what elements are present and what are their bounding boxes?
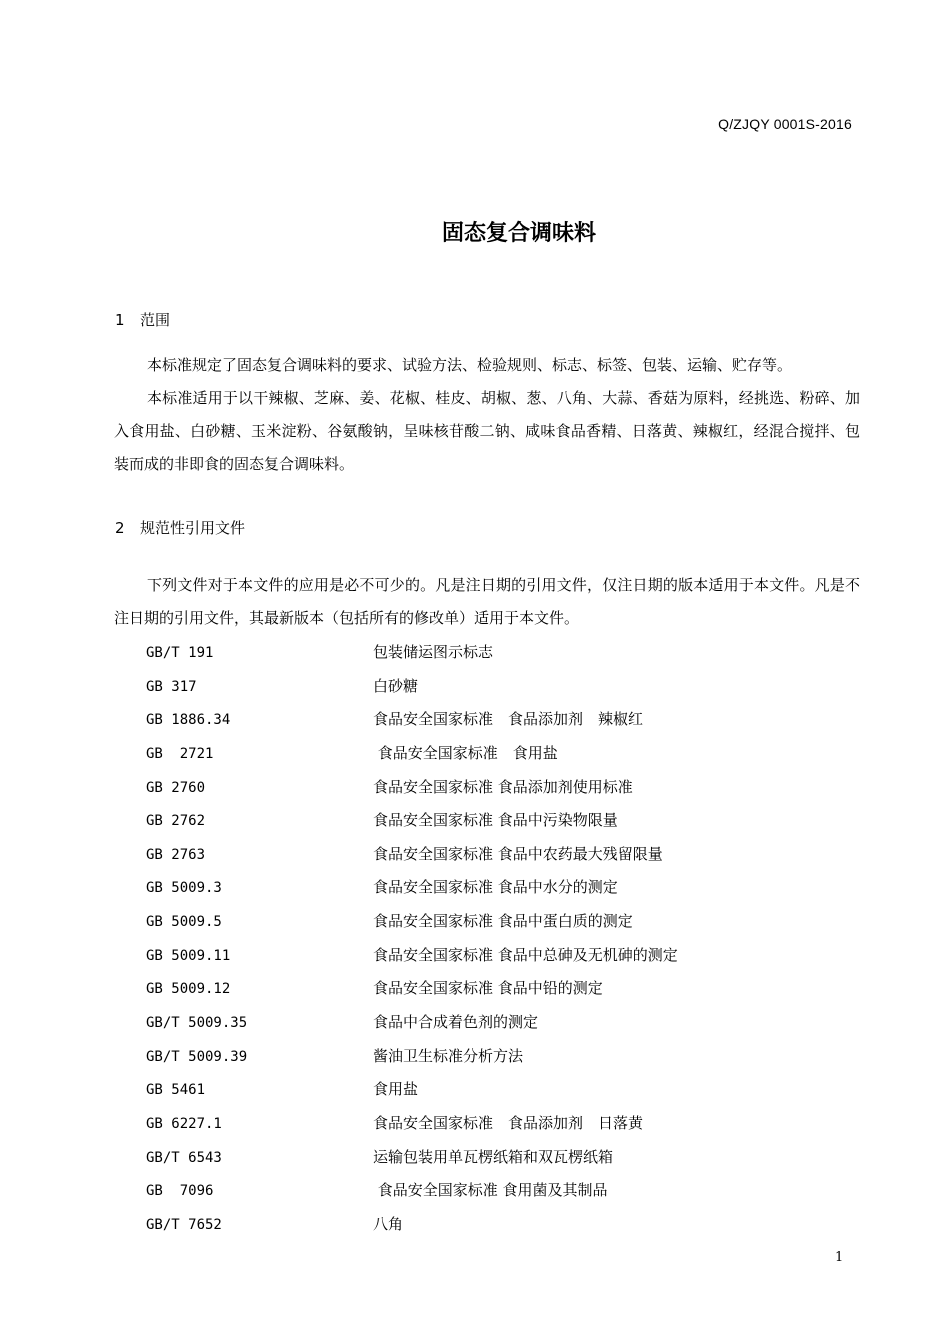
reference-item: [146, 703, 678, 737]
reference-code: GB/T 7652: [146, 1216, 222, 1233]
reference-item: [146, 1141, 678, 1175]
reference-code: GB 2760: [146, 779, 206, 796]
reference-title: 酱油卫生标准分析方法: [373, 1046, 524, 1065]
reference-title: 食品安全国家标准 食品添加剂 日落黄: [373, 1113, 644, 1132]
reference-code: GB 5009.5: [146, 914, 222, 931]
reference-code: GB/T 191: [146, 645, 214, 661]
reference-title: 食品中合成着色剂的测定: [373, 1013, 539, 1032]
reference-title: 食品安全国家标准 食品中农药最大残留限量: [373, 844, 663, 863]
reference-item: [146, 972, 678, 1006]
reference-title: 食品安全国家标准 食品中污染物限量: [373, 811, 618, 830]
scope-paragraph: 本标准适用于以干辣椒、芝麻、姜、花椒、桂皮、胡椒、葱、八角、大蒜、香菇为原料，经挑选、粉碎、加入食用盐、白砂糖、玉米淀粉、谷氨酸钠，呈味核苷酸二钠、咸味食品香精、日落黄、辣椒红，经混合搅拌、包装而成的非即食的固态复合调味料。: [114, 389, 860, 473]
reference-code: GB 7096: [146, 1183, 214, 1200]
standard-code: Q/ZJQY 0001S-2016: [718, 116, 852, 132]
reference-code: GB 2763: [146, 846, 206, 863]
reference-list: [146, 636, 678, 1242]
reference-code: GB 2762: [146, 813, 206, 830]
reference-title: 食品安全国家标准 食品中水分的测定: [373, 878, 618, 897]
reference-item: [146, 905, 678, 939]
reference-title: 食品安全国家标准 食品中铅的测定: [373, 979, 603, 998]
reference-item: [146, 1073, 678, 1107]
reference-code: GB 5009.12: [146, 981, 231, 998]
reference-title: 包装储运图示标志: [373, 643, 494, 661]
reference-item: [146, 670, 678, 704]
reference-title: 八角: [373, 1214, 404, 1233]
reference-code: GB/T 5009.35: [146, 1015, 248, 1032]
reference-title: 食品安全国家标准 食品添加剂 辣椒红: [373, 710, 644, 729]
section-number: 1: [115, 311, 125, 329]
reference-title: 白砂糖: [373, 676, 419, 695]
reference-title: 运输包装用单瓦楞纸箱和双瓦楞纸箱: [373, 1147, 614, 1166]
scope-paragraph: 本标准规定了固态复合调味料的要求、试验方法、检验规则、标志、标签、包装、运输、贮存等。: [147, 356, 793, 374]
document-title: 固态复合调味料: [441, 221, 596, 246]
reference-title: 食品安全国家标准 食用盐: [373, 743, 558, 762]
section-title: 范围: [140, 311, 171, 329]
reference-item: [146, 1040, 678, 1074]
reference-code: GB 5009.3: [146, 880, 222, 897]
reference-code: GB 2721: [146, 745, 214, 762]
reference-code: GB/T 6543: [146, 1149, 222, 1166]
reference-code: GB 1886.34: [146, 712, 231, 729]
reference-title: 食品安全国家标准 食品中蛋白质的测定: [373, 912, 633, 931]
reference-item: [146, 804, 678, 838]
page-number: 1: [835, 1250, 844, 1265]
reference-item: [146, 636, 678, 670]
reference-title: 食品安全国家标准 食用菌及其制品: [373, 1181, 608, 1200]
reference-item: [146, 1208, 678, 1242]
reference-title: 食用盐: [373, 1080, 419, 1099]
reference-item: [146, 737, 678, 771]
reference-code: GB 317: [146, 678, 197, 695]
reference-item: [146, 838, 678, 872]
reference-title: 食品安全国家标准 食品中总砷及无机砷的测定: [373, 945, 678, 964]
reference-item: [146, 1107, 678, 1141]
reference-title: 食品安全国家标准 食品添加剂使用标准: [373, 777, 633, 796]
reference-item: [146, 1174, 678, 1208]
reference-item: [146, 771, 678, 805]
reference-code: GB 6227.1: [146, 1115, 222, 1132]
section-number: 2: [115, 519, 125, 537]
section-title: 规范性引用文件: [140, 519, 246, 537]
references-intro: 下列文件对于本文件的应用是必不可少的。凡是注日期的引用文件，仅注日期的版本适用于本文件。凡是不注日期的引用文件，其最新版本（包括所有的修改单）适用于本文件。: [114, 576, 860, 627]
reference-code: GB 5461: [146, 1082, 206, 1099]
section-heading-references: [115, 517, 245, 538]
reference-code: GB 5009.11: [146, 947, 231, 964]
reference-item: [146, 939, 678, 973]
reference-item: [146, 1006, 678, 1040]
reference-code: GB/T 5009.39: [146, 1048, 248, 1065]
reference-item: [146, 871, 678, 905]
section-heading-scope: [115, 309, 170, 330]
